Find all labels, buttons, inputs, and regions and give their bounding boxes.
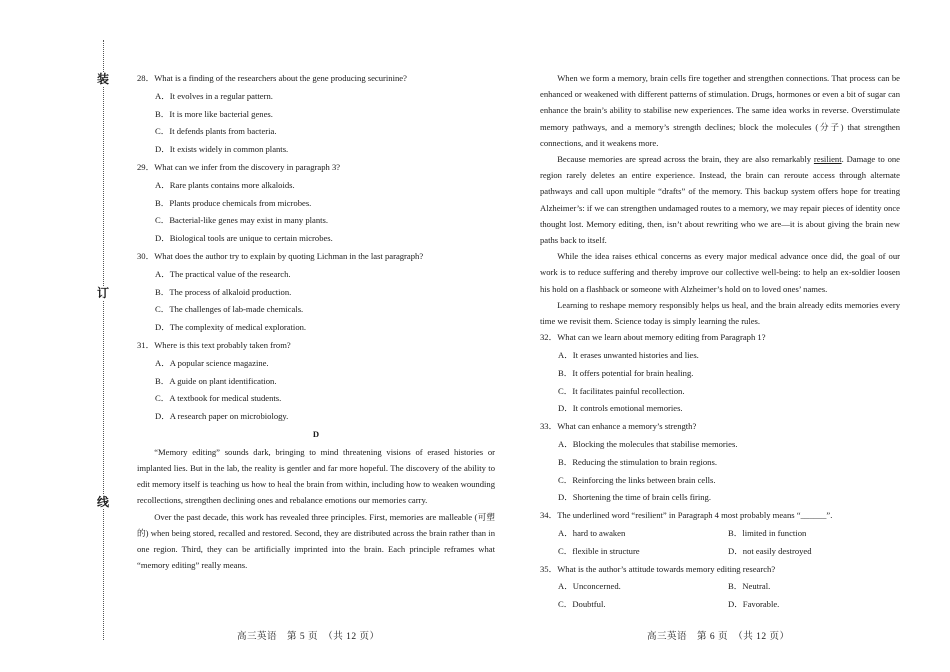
q29-option-b: B．Plants produce chemicals from microbes.: [155, 197, 312, 208]
passage-d-paragraph-5: While the idea raises ethical concerns as every major medical advance once did, the goal of our work is to reduce suffering and thereby improve our collective well-being: to help an ex-soldier loosen his hold on a flashback or someone with Alzheimer’s hold on to loved ones’ names.: [540, 251, 900, 294]
q29-option-d: D．Biological tools are unique to certain microbes.: [155, 233, 333, 244]
section-title-d: D: [312, 428, 320, 439]
q35-options-row-2: [540, 596, 900, 614]
question-31: 31．Where is this text probably taken from?: [137, 339, 291, 350]
q31-option-d: D．A research paper on microbiology.: [155, 411, 289, 422]
q31-option-c: C．A textbook for medical students.: [155, 393, 282, 404]
q30-option-d: D．The complexity of medical exploration.: [155, 322, 307, 333]
page-footer-right: 高三英语 第 6 页 （共 12 页）: [647, 632, 790, 642]
passage-d-paragraph-6: Learning to reshape memory responsibly helps us heal, and the brain already edits memories every time we revisit them. Science today is simply learning the rules.: [540, 299, 900, 327]
q34-option-d: D．not easily destroyed: [728, 545, 812, 556]
q30-option-b: B．The process of alkaloid production.: [155, 286, 292, 297]
binding-char-xian: 线: [96, 495, 109, 509]
paragraph-4-start: Because memories are spread across the brain, they are also remarkably: [557, 154, 814, 165]
binding-char-ding: 订: [96, 286, 109, 300]
question-34: 34．The underlined word “resilient” in Paragraph 4 most probably means “______”.: [540, 510, 833, 521]
q28-option-d: D．It exists widely in common plants.: [155, 144, 289, 155]
q29-option-c: C．Bacterial-like genes may exist in many plants.: [155, 215, 329, 226]
q35-option-a: A．Unconcerned.: [558, 581, 621, 592]
right-column: [540, 70, 900, 614]
passage-d-paragraph-2: Over the past decade, this work has revealed three principles. First, memories are malleable (可塑的) when being stored, recalled and restored. Second, they are distributed across the brain rather than in one region. Third, they can be artificially imprinted into the brain. Each principle reframes what “memory editing” really means.: [137, 511, 495, 571]
passage-d-paragraph-3: When we form a memory, brain cells fire together and strengthen connections. That process can be enhanced or weakened with different patterns of stimulation. Drugs, hormones or even a bit of sugar can enhance the brain’s ability to stabilise new experiences. The same idea works in reverse. Overstimulate memory pathways, and a memory’s strength declines; block the molecules (分子) that strengthen connections, and it weakens more.: [540, 73, 900, 148]
binding-char-zhuang: 装: [96, 72, 109, 86]
question-35: 35．What is the author’s attitude towards memory editing research?: [540, 563, 776, 574]
question-29: 29．What can we infer from the discovery in paragraph 3?: [137, 161, 341, 172]
q34-option-b: B．limited in function: [728, 528, 807, 539]
q30-option-c: C．The challenges of lab-made chemicals.: [155, 304, 304, 315]
q34-options-row-2: [540, 543, 900, 561]
page-footer-left: 高三英语 第 5 页 （共 12 页）: [237, 632, 380, 642]
question-28: 28．What is a finding of the researchers about the gene producing securinine?: [137, 73, 407, 83]
q35-option-d: D．Favorable.: [728, 599, 780, 610]
q34-options-row-1: [540, 525, 900, 543]
q35-option-c: C．Doubtful.: [558, 599, 606, 610]
question-32: 32．What can we learn about memory editing from Paragraph 1?: [540, 332, 766, 343]
q33-option-b: B．Reducing the stimulation to brain regions.: [558, 456, 717, 467]
passage-d-paragraph-1: “Memory editing” sounds dark, bringing to mind threatening visions of erased histories or implanted lies. But in the lab, the reality is gentler and far more hopeful. The discovery of the ability to edit memory itself is teaching us how to heal the brain from within, including how to weaken wounding recollections, strengthen declining ones and rebalance emotions our memories carry.: [137, 446, 495, 506]
left-column: [137, 70, 495, 573]
question-33: 33．What can enhance a memory’s strength?: [540, 421, 697, 432]
q28-option-a: A．It evolves in a regular pattern.: [155, 90, 273, 101]
paragraph-4-rest: . Damage to one region rarely deletes an entire experience. Instead, the brain can reroute access through alternate pathways and call upon multiple “drafts” of the memory. This backup system offers hope for treating Alzheimer’s: if we can strengthen undamaged routes to a memory, we may repair pieces of identity once thought lost. Memory editing, then, isn’t about rewriting who we are—it is about giving the brain new paths back to itself.: [540, 154, 900, 246]
binding-line: [103, 40, 104, 640]
q32-option-a: A．It erases unwanted histories and lies.: [558, 350, 699, 361]
passage-d-paragraph-4: [540, 151, 900, 248]
q35-option-b: B．Neutral.: [728, 581, 771, 592]
q30-option-a: A．The practical value of the research.: [155, 268, 291, 279]
q31-option-b: B．A guide on plant identification.: [155, 375, 277, 386]
q34-option-c: C．flexible in structure: [558, 545, 640, 556]
underlined-word-resilient: resilient: [813, 154, 842, 165]
q34-option-a: A．hard to awaken: [558, 528, 626, 539]
q33-option-a: A．Blocking the molecules that stabilise memories.: [558, 439, 738, 450]
q32-option-c: C．It facilitates painful recollection.: [558, 385, 685, 396]
q28-option-c: C．It defends plants from bacteria.: [155, 126, 277, 137]
q28-option-b: B．It is more like bacterial genes.: [155, 108, 273, 119]
q32-option-b: B．It offers potential for brain healing.: [558, 367, 694, 378]
q33-option-d: D．Shortening the time of brain cells firing.: [558, 492, 711, 503]
q35-options-row-1: [540, 578, 900, 596]
question-30: 30．What does the author try to explain by quoting Lichman in the last paragraph?: [137, 250, 424, 261]
q29-option-a: A．Rare plants contains more alkaloids.: [155, 179, 295, 190]
q31-option-a: A．A popular science magazine.: [155, 357, 269, 368]
q33-option-c: C．Reinforcing the links between brain cells.: [558, 474, 716, 485]
q32-option-d: D．It controls emotional memories.: [558, 403, 683, 414]
